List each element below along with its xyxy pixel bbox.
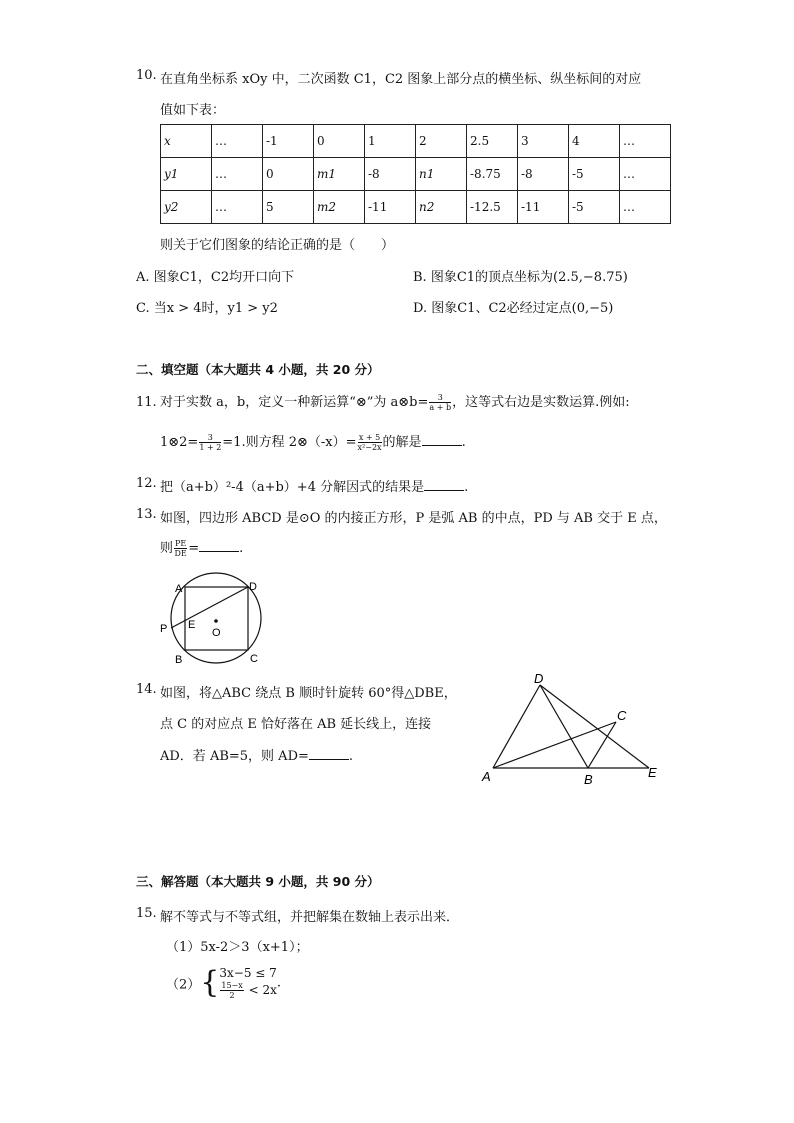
q13-circle-square-figure [150,570,280,670]
q15-number: 15. [136,906,157,921]
table-cell: m1 [314,158,365,191]
q12-period: . [464,480,469,495]
label-b: B [584,772,593,787]
q11-equation-fraction [358,433,382,452]
q10-number: 10. [136,68,157,83]
table-row-x [161,125,671,158]
table-cell: … [212,125,263,158]
table-cell: … [212,158,263,191]
table-cell: -8.75 [467,158,518,191]
center-point-o [214,619,218,623]
label-e: E [648,765,657,780]
q14-answer-blank[interactable] [309,747,349,760]
q13-line1: 如图，四边形 ABCD 是⊙O 的内接正方形，P 是弧 AB 的中点，PD 与 AB 交于 E 点， [160,511,667,526]
q13-equals: = [188,541,200,556]
q13-then-text: 则 [160,541,174,556]
table-row-y2 [161,191,671,224]
table-cell: … [212,191,263,224]
q14-line1: 如图，将△ABC 绕点 B 顺时针旋转 60°得△DBE， [160,686,457,701]
q14-period: . [348,749,354,764]
q12-answer-blank[interactable] [424,478,464,491]
label-d: D [249,581,257,593]
q10-option-a[interactable]: A. 图象C1，C2均开口向下 [136,270,295,285]
system-line-2-rest: < 2x [248,983,277,997]
q10-option-d[interactable]: D. 图象C1、C2必经过定点(0,−5) [413,301,614,316]
q11-number: 11. [136,395,157,410]
q13-ratio-fraction [174,539,187,558]
q10-stem-line2: 值如下表： [160,103,226,118]
table-cell: -8 [518,158,569,191]
q13-number: 13. [136,507,157,522]
q14-line3 [160,745,353,764]
fraction-denominator: 2 [229,991,235,1000]
q14-number: 14. [136,682,157,697]
segment-bc [588,722,616,768]
q12-text: 把（a+b）²-4（a+b）+4 分解因式的结果是 [160,480,425,495]
table-cell: n1 [416,158,467,191]
table-cell: 3 [518,125,569,158]
q10-value-table [160,124,671,224]
table-cell: … [620,191,671,224]
table-cell: 0 [314,125,365,158]
system-line-2 [219,981,277,1000]
label-c: C [617,708,627,723]
table-cell: 2 [416,125,467,158]
segment-de [540,685,649,768]
q13-answer-blank[interactable] [199,539,239,552]
q14-line2: 点 C 的对应点 E 恰好落在 AB 延长线上，连接 [160,717,432,732]
table-cell: 1 [365,125,416,158]
q15-part2 [166,966,281,1000]
segment-db [540,685,588,768]
q10-stem-line1: 在直角坐标系 xOy 中，二次函数 C1，C2 图象上部分点的横坐标、纵坐标间的对应 [160,72,642,87]
label-e: E [188,619,196,631]
q11-definition-tail: ，这等式右边是实数运算.例如: [452,395,630,410]
table-cell: 5 [263,191,314,224]
label-a: A [175,583,183,595]
segment-pd [171,587,248,628]
q10-question: 则关于它们图象的结论正确的是（ ） [160,238,395,253]
table-cell: 2.5 [467,125,518,158]
q15-inequality-system [219,966,277,1000]
q14-rotation-figure [476,668,666,793]
q11-example-fraction [199,433,221,452]
q14-question-text: AD．若 AB=5，则 AD= [160,749,309,764]
q15-period: . [276,975,282,991]
table-cell: -5 [569,158,620,191]
q11-line1 [160,391,630,412]
table-cell: x [161,125,212,158]
q15-part1: （1）5x-2＞3（x+1）； [166,940,309,955]
label-c: C [250,653,258,665]
table-cell: -11 [365,191,416,224]
q12-line [160,476,468,495]
table-cell: -11 [518,191,569,224]
q11-example-text: 1⊗2= [160,435,199,450]
fraction-numerator: 3 [199,433,221,443]
section-heading-fill-blank: 二、填空题（本大题共 4 小题，共 20 分） [136,362,380,377]
label-p: P [160,623,168,635]
q15-part2-label: （2） [166,977,201,993]
fraction-denominator: a + b [429,403,452,412]
fraction-denominator: DE [174,549,187,558]
table-cell: 0 [263,158,314,191]
label-d: D [534,671,544,686]
table-cell: -8 [365,158,416,191]
q10-option-c[interactable]: C. 当x > 4时，y1 > y2 [136,301,278,316]
table-cell: -5 [569,191,620,224]
fraction-denominator: x²−2x [357,443,382,452]
fraction-numerator: 3 [429,393,451,403]
q11-definition-text: 对于实数 a，b，定义一种新运算“⊗”为 a⊗b= [160,395,429,410]
label-a: A [482,769,491,784]
table-cell: y1 [161,158,212,191]
table-cell: 4 [569,125,620,158]
segment-ac [493,722,616,768]
system-fraction [220,981,243,1000]
table-cell: -1 [263,125,314,158]
fraction-numerator: PE [175,539,187,548]
section-heading-solutions: 三、解答题（本大题共 9 小题，共 90 分） [136,874,380,889]
system-line-1: 3x−5 ≤ 7 [219,966,277,980]
table-cell: y2 [161,191,212,224]
q15-stem: 解不等式与不等式组，并把解集在数轴上表示出来． [160,910,460,925]
q13-line2 [160,537,243,558]
table-cell: … [620,125,671,158]
q11-period: . [461,435,466,450]
table-cell: m2 [314,191,365,224]
q12-number: 12. [136,476,157,491]
q11-line2 [160,431,466,452]
fraction-denominator: 1 + 2 [199,443,222,452]
q11-equation-text: =1.则方程 2⊗（-x）= [222,435,357,450]
table-row-y1 [161,158,671,191]
table-cell: n2 [416,191,467,224]
table-cell: -12.5 [467,191,518,224]
fraction-numerator: 15−x [221,981,243,990]
q11-definition-fraction [429,393,451,412]
table-cell: … [620,158,671,191]
system-brace-icon: { [200,965,220,1000]
q13-period: . [239,541,244,556]
label-o: O [212,627,221,639]
label-b: B [175,654,183,666]
fraction-numerator: x + 5 [358,433,381,442]
q11-solution-prompt: 的解是 [382,435,422,450]
q10-option-b[interactable]: B. 图象C1的顶点坐标为(2.5,−8.75) [413,270,628,285]
q11-answer-blank[interactable] [422,433,462,446]
segment-ad [493,685,540,768]
